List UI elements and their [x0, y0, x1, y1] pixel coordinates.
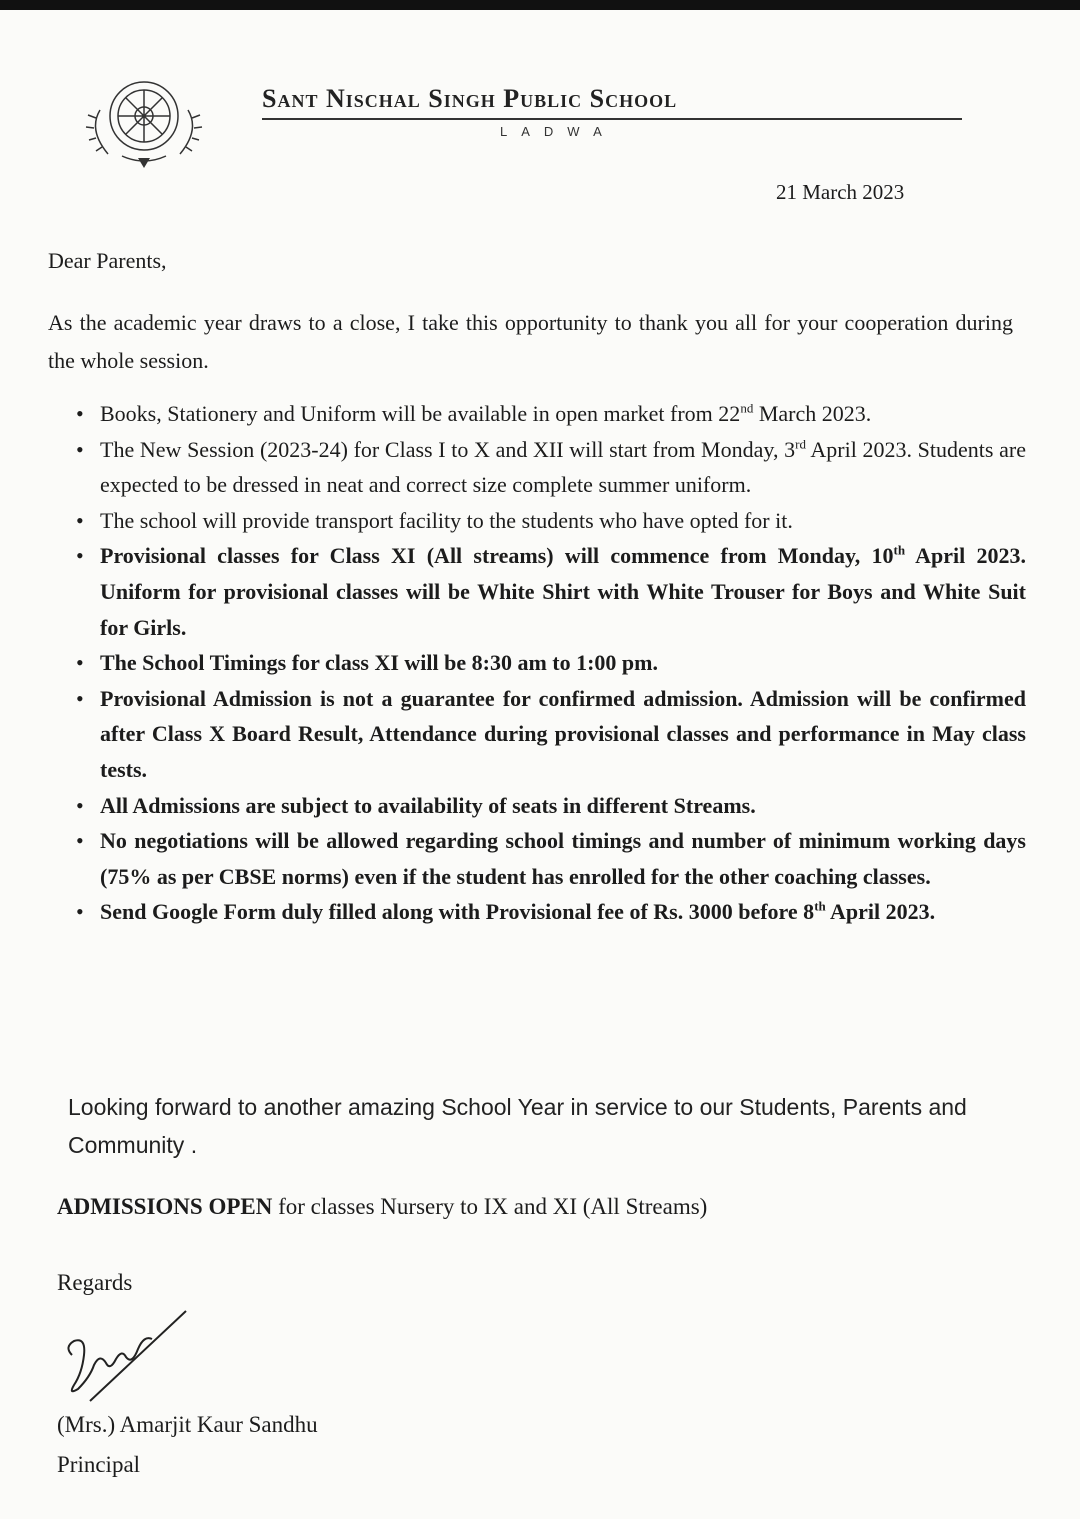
- notice-list: [76, 396, 1026, 930]
- admissions-text: for classes Nursery to IX and XI (All Streams): [272, 1194, 708, 1219]
- notice-item: • The School Timings for class XI will be 8:30 am to 1:00 pm.: [76, 645, 1026, 681]
- notice-item: • Books, Stationery and Uniform will be available in open market from 22nd March 2023.: [76, 396, 1026, 432]
- notice-item: • The school will provide transport facility to the students who have opted for it.: [76, 503, 1026, 539]
- notice-item: • Provisional classes for Class XI (All streams) will commence from Monday, 10th April 2023. Uniform for provisional classes will be White Shirt with White Trouser for Boys and White Suit for Girls.: [76, 538, 1026, 645]
- notice-item: • Provisional Admission is not a guarantee for confirmed admission. Admission will be confirmed after Class X Board Result, Attendance during provisional classes and performance in May class tests.: [76, 681, 1026, 788]
- notice-item: • All Admissions are subject to availability of seats in different Streams.: [76, 788, 1026, 824]
- letter-date: 21 March 2023: [776, 180, 905, 204]
- school-name: Sant Nischal Singh Public School: [262, 84, 678, 113]
- header-rule: [262, 118, 962, 120]
- notice-item: • The New Session (2023-24) for Class I to X and XII will start from Monday, 3rd April 2023. Students are expected to be dressed in neat and correct size complete summer uniform.: [76, 432, 1026, 503]
- notice-item: • No negotiations will be allowed regarding school timings and number of minimum working days (75% as per CBSE norms) even if the student has enrolled for the other coaching classes.: [76, 823, 1026, 894]
- salutation: Dear Parents,: [48, 248, 167, 273]
- principal-name: (Mrs.) Amarjit Kaur Sandhu: [57, 1412, 318, 1437]
- school-place: LADWA: [500, 124, 616, 139]
- notice-item: • Send Google Form duly filled along with Provisional fee of Rs. 3000 before 8th April 2023.: [76, 894, 1026, 930]
- intro-paragraph: As the academic year draws to a close, I take this opportunity to thank you all for your cooperation during the whole session.: [48, 310, 1013, 373]
- principal-signature: [60, 1305, 190, 1405]
- admissions-highlight: ADMISSIONS OPEN: [57, 1194, 273, 1219]
- admissions-line: [57, 1194, 707, 1220]
- regards: Regards: [57, 1270, 133, 1295]
- closing-paragraph: Looking forward to another amazing School Year in service to our Students, Parents and Community .: [68, 1094, 967, 1158]
- top-edge: [0, 0, 1080, 10]
- school-crest-icon: [78, 70, 210, 174]
- principal-title: Principal: [57, 1452, 141, 1477]
